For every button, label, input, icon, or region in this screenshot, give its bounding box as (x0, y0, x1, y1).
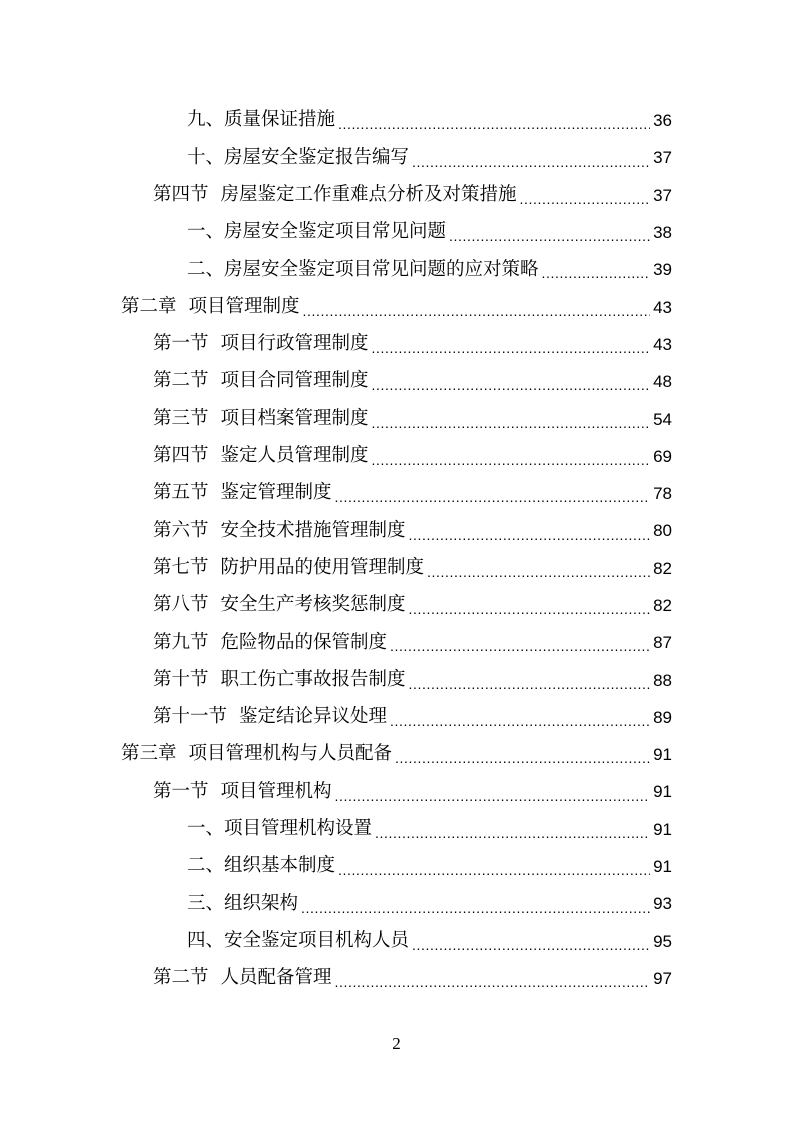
toc-entry-text (187, 892, 301, 914)
toc-entry[interactable] (0, 177, 793, 214)
toc-entry-title: 项目行政管理制度 (220, 333, 369, 355)
toc-entry-title: 安全生产考核奖惩制度 (220, 594, 406, 616)
toc-entry-text (153, 447, 372, 466)
toc-entry-label: 三、 (187, 892, 225, 914)
dot-leader (412, 938, 650, 960)
toc-entry-text (153, 519, 409, 541)
toc-entry-label: 第三章 (121, 743, 177, 765)
toc-entry-title: 鉴定结论异议处理 (239, 706, 388, 728)
dot-leader (338, 863, 650, 885)
dot-leader (303, 304, 650, 326)
toc-entry[interactable] (0, 773, 793, 810)
toc-entry-title: 鉴定管理制度 (220, 482, 332, 504)
toc-entry-text (153, 668, 409, 690)
toc-entry-title: 危险物品的保管制度 (220, 631, 388, 653)
dot-leader (390, 714, 650, 736)
toc-entry-label: 一、 (187, 818, 225, 840)
toc-entry-text (153, 407, 372, 429)
toc-entry-text (187, 929, 412, 951)
toc-entry-text (187, 223, 449, 242)
dot-leader (409, 677, 650, 699)
toc-entry-title: 鉴定人员管理制度 (220, 445, 369, 467)
toc-entry-text (153, 556, 427, 578)
toc-entry[interactable] (0, 736, 793, 773)
toc-entry-page: 82 (653, 558, 672, 578)
toc-entry-text (153, 780, 335, 802)
dot-leader (335, 975, 650, 997)
toc-entry-text (153, 969, 335, 988)
toc-entry[interactable] (0, 288, 793, 325)
toc-entry-text (153, 596, 409, 615)
dot-leader (372, 416, 650, 438)
toc-entry-title: 质量保证措施 (224, 109, 336, 131)
toc-entry[interactable] (0, 251, 793, 288)
toc-entry[interactable] (0, 587, 793, 624)
toc-entry-title: 组织基本制度 (224, 855, 336, 877)
toc-entry[interactable] (0, 102, 793, 139)
toc-entry-title: 职工伤亡事故报告制度 (220, 668, 406, 690)
toc-entry-label: 第四节 (153, 183, 209, 205)
toc-entry-page: 95 (653, 931, 672, 951)
toc-entry-page: 36 (653, 111, 672, 131)
dot-leader (372, 378, 650, 400)
dot-leader (409, 528, 650, 550)
toc-entry-page: 87 (653, 633, 672, 653)
toc-entry-label: 第七节 (153, 556, 209, 578)
toc-entry-page: 38 (653, 223, 672, 243)
dot-leader (427, 565, 650, 587)
toc-entry-text (121, 295, 303, 317)
toc-entry[interactable] (0, 661, 793, 698)
toc-entry-text (187, 857, 338, 876)
toc-entry-label: 第十节 (153, 668, 209, 690)
toc-entry-page: 93 (653, 894, 672, 914)
toc-entry[interactable] (0, 438, 793, 475)
dot-leader (390, 639, 650, 661)
toc-entry-label: 九、 (187, 109, 225, 131)
toc-entry-title: 安全鉴定项目机构人员 (224, 929, 410, 951)
toc-entry-page: 54 (653, 409, 672, 429)
toc-entry-page: 88 (653, 670, 672, 690)
dot-leader (542, 266, 650, 288)
toc-entry[interactable] (0, 811, 793, 848)
toc-entry-title: 项目管理机构与人员配备 (188, 743, 393, 765)
dot-leader (412, 155, 650, 177)
dot-leader (372, 341, 650, 363)
toc-entry-text (153, 631, 390, 653)
toc-entry-title: 房屋安全鉴定项目常见问题 (224, 221, 447, 243)
toc-entry-page: 97 (653, 968, 672, 988)
toc-entry-title: 项目管理机构 (220, 780, 332, 802)
toc-entry-page: 48 (653, 372, 672, 392)
toc-entry[interactable] (0, 139, 793, 176)
toc-entry[interactable] (0, 923, 793, 960)
toc-entry-label: 第三节 (153, 407, 209, 429)
toc-entry-title: 人员配备管理 (220, 967, 332, 989)
toc-entry-label: 第一节 (153, 780, 209, 802)
page-number: 2 (392, 1034, 401, 1053)
toc-entry-page: 80 (653, 521, 672, 541)
toc-entry-page: 43 (653, 297, 672, 317)
toc-entry-title: 项目档案管理制度 (220, 407, 369, 429)
toc-entry-page: 91 (653, 782, 672, 802)
toc-entry-label: 第一节 (153, 333, 209, 355)
toc-entry[interactable] (0, 960, 793, 997)
toc-entry-label: 第四节 (153, 445, 209, 467)
toc-entry-label: 二、 (187, 855, 225, 877)
toc-entry-title: 组织架构 (224, 892, 299, 914)
toc-entry-label: 二、 (187, 258, 225, 280)
toc-entry-page: 82 (653, 596, 672, 615)
toc-entry[interactable] (0, 475, 793, 512)
toc-entry-page: 91 (653, 819, 672, 839)
toc-entry-text (153, 484, 335, 503)
toc-entry-label: 第八节 (153, 594, 209, 616)
toc-entry[interactable] (0, 326, 793, 363)
toc-entry[interactable] (0, 400, 793, 437)
dot-leader (395, 751, 650, 773)
dot-leader (520, 192, 650, 214)
toc-entry[interactable] (0, 550, 793, 587)
toc-entry-page: 37 (653, 148, 672, 168)
toc-entry-page: 78 (653, 484, 672, 504)
toc-entry-text (187, 111, 338, 130)
toc-entry-label: 第二节 (153, 370, 209, 392)
toc-entry[interactable] (0, 699, 793, 736)
toc-entry-title: 房屋安全鉴定报告编写 (224, 146, 410, 168)
toc-entry-page: 91 (653, 745, 672, 765)
toc-entry-text (187, 820, 375, 839)
dot-leader (335, 490, 650, 512)
toc-entry-text (187, 146, 412, 168)
toc-entry-title: 房屋鉴定工作重难点分析及对策措施 (220, 183, 517, 205)
toc-entry[interactable] (0, 848, 793, 885)
toc-entry-text (121, 745, 395, 764)
toc-entry-title: 房屋安全鉴定项目常见问题的应对策略 (224, 258, 539, 280)
toc-entry-text (187, 258, 542, 280)
toc-entry[interactable] (0, 885, 793, 922)
toc-entry-text (153, 183, 520, 205)
dot-leader (335, 789, 650, 811)
toc-entry[interactable] (0, 624, 793, 661)
dot-leader (372, 453, 650, 475)
toc-entry-text (153, 372, 372, 391)
dot-leader (338, 117, 650, 139)
dot-leader (375, 826, 650, 848)
toc-entry-text (153, 708, 390, 727)
dot-leader (301, 901, 650, 923)
toc-entry-page: 43 (653, 334, 672, 354)
toc-entry-page: 39 (653, 260, 672, 280)
dot-leader (409, 602, 650, 624)
toc-entry-title: 防护用品的使用管理制度 (220, 556, 425, 578)
toc-entry[interactable] (0, 512, 793, 549)
toc-entry-label: 第二节 (153, 967, 209, 989)
toc-entry-title: 安全技术措施管理制度 (220, 519, 406, 541)
toc-entry-page: 37 (653, 185, 672, 205)
toc-entry-page: 91 (653, 857, 672, 877)
toc-entry-label: 第五节 (153, 482, 209, 504)
toc-entry-text (153, 335, 372, 354)
toc-entry-title: 项目合同管理制度 (220, 370, 369, 392)
toc-entry-label: 一、 (187, 221, 225, 243)
toc-entry[interactable] (0, 363, 793, 400)
toc-entry[interactable] (0, 214, 793, 251)
toc-entry-title: 项目管理制度 (188, 295, 300, 317)
toc-entry-title: 项目管理机构设置 (224, 818, 373, 840)
toc-entry-label: 第九节 (153, 631, 209, 653)
toc-entry-label: 第二章 (121, 295, 177, 317)
toc-entry-label: 第六节 (153, 519, 209, 541)
dot-leader (449, 229, 650, 251)
toc-entry-label: 第十一节 (153, 706, 228, 728)
toc-entry-page: 89 (653, 707, 672, 727)
toc-entry-page: 69 (653, 446, 672, 466)
toc-entry-label: 四、 (187, 929, 225, 951)
toc-entry-label: 十、 (187, 146, 225, 168)
table-of-contents (0, 102, 793, 997)
